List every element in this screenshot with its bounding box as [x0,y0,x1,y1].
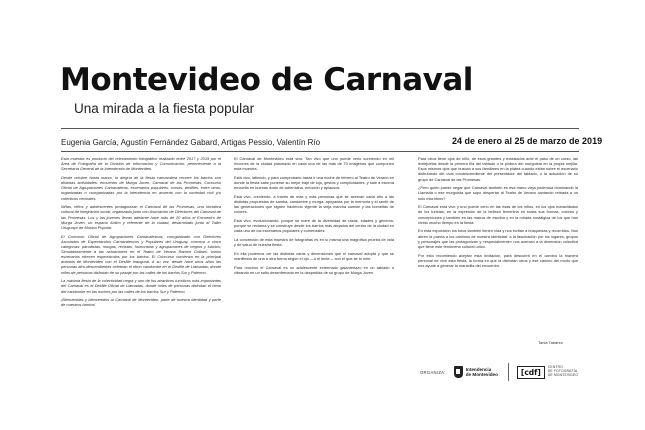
signature: Tania Tabárez [538,340,563,345]
paragraph: Esta muestra es producto del relevamiento fotográfico realizado entre 2017 y 2019 por el Área de Fotografía de la División de Información y Comunicación, perteneciente a la Secretaría General de la Intendencia de Montevideo. [61,156,221,172]
cdf-logo [517,366,578,379]
top-rule [61,128,579,129]
paragraph: ¡Bienvenidas y bienvenidos al Carnaval de Montevideo, parte de nuestra identidad y parte de nuestros barrios! [61,297,221,308]
paragraph: Está vivo, creciendo, a través de más y más personas que se acercan cada año a las distintas propuestas de samba, candombe y murga, apoyadas por la memoria y el sentir de las generaciones que siguen haciendo vigente la vieja marcha camión y las bombitas de colores. [234,193,394,215]
paragraph: Está vivo, evolucionando, porque se nutre de la diversidad de razas, edades y géneros, porque se reclama y se construye desde los barrios más alejados del centro de la ciudad en cada uno de los escenarios populares y comerciales. [234,218,394,234]
logo1-line1: Intendencia [465,367,492,372]
paragraph: ¿Pero quién puede negar que Carnaval también es esa mano vieja poderosa dominando la Llamada o ese murguista que supo despertar al Teatro de Verano cantando retirada a un solo micrófono? [418,185,578,201]
cdf-mark: [cdf] [517,366,545,379]
paragraph: Desde octubre hasta marzo, la alegría de la fiesta carnavalera recorre los barrios con distintas actividades: encuentro de Murga Joven, Carnaval de las Promesas, Concurso Oficial de Agrupaciones Carnavaleras, escenarios populares, corsos, desfiles, entre otras, organizadas o coorganizadas por la Intendencia en acuerdo con la sociedad civil y/o colectivos vecinales. [61,174,221,201]
paragraph: Para otros tiene ojos de niño, de esos grandes y extasiados ante el paso de un corso, las lentejuelas desde la primera fila del tablado o la pintura del murguista en la propia mejilla. Esos mismos ojos que buscan a sus familiares en la platea cuando están sobre el escenario disfrutando del oval condescendiente del presentador del tablado, o la actuación de su grupo de Carnaval de las Promesas. [418,156,578,182]
organizer-label: ORGANIZA: [420,369,446,375]
intendencia-logo [454,366,498,378]
paragraph: Para muchos el Carnaval es un adolescente extremado galanteriazo en un tablado o vibrando en un salto desenfrenado en la despedida de su grupo de Murga Joven. [234,264,394,275]
paragraph: En esta exposición los fotos también tienen vida y nos invitan a búsquedas y recorridos. Nos abren la puerta a los caminos de nuestra identidad: a la fascinación por los lugares, grupos y personajes que las protagonizan y «especialmente» nos acercan a la dimensión colectiva que tiene este fenómeno cultural único. [418,228,578,249]
paragraph: Por esto recomiendo aceptar esta invitación, para descubrir en el camino la manera personal de vivir esta fiesta, la forma en que la disfrutan otros y ese camino del modo que nos ayude a generar la maravilla del encuentro. [418,252,578,268]
organizer-footer [420,362,578,382]
text-column-1 [61,156,221,356]
text-column-3 [418,156,578,346]
paragraph: En ella podemos ver las distintas caras y dimensiones que el carnaval adopta y que se manifiesta de una a otra forma según el ojo —o el lente— con el que se lo mire. [234,250,394,261]
page-subtitle: Una mirada a la fiesta popular [74,101,255,116]
bottom-rule [61,151,579,152]
paragraph: Niñas, niños y adolescentes protagonizan el Carnaval de las Promesas, una iniciativa cultural de integración social, organizada junto con Asociación de Directores del Carnaval de las Promesas. Los y las jóvenes llevan adelante hace más de 20 años el Encuentro de Murga Joven, un espacio lúdico y referente de la ciudad, desarrollado junto al Taller Uruguayo de Música Popular. [61,204,221,230]
logo2-line3: DE MONTEVIDEO [547,372,579,377]
logo-divider [508,363,509,381]
text-column-2 [234,156,394,356]
paragraph: Está vivo, latiendo, y para comprobarlo hasta ir una noche de febrero al Teatro de Verano en donde la fiesta sabe ponerse su mejor traje de lujo, gestos y complicidades, y salir a escena envuelta en buenas dosis de adrenalina, emoción y aplausos. [234,174,394,191]
logo2-line2: DE FOTOGRAFÍA [547,369,578,374]
paragraph: El Concurso Oficial de Agrupaciones Carnavalescas, coorganizado con Directores Asociados de Espectáculos Carnavalescos y Populares del Uruguay, convoca a cinco categorías: parodistas, murgas, revistas, humoristas y agrupaciones de negros y lubolos. Simultáneamente a las actuaciones en el Teatro de Verano Ramón Collazo, varios escenarios ofrecen espectáculos por los barrios. El Concurso comienza en la principal avenida de Montevideo con el Desfile Inaugural. A su vez, desde hace unos años las personas afro-descendientes celebran el ritmo candombe en el Desfile de Llamadas, donde miles de personas disfrutan de su pasaje por las calles de los barrios Sur y Palermo. [61,233,221,275]
page-title: Montevideo de Carnaval [60,62,473,98]
paragraph: La máxima fiesta de la colectividad negra y uno de los atractivos turísticos más importantes del Carnaval es el Desfile Oficial de Llamadas, donde miles de personas disfrutan el ritmo del candombe en las noches por las calles de los barrios Sur y Palermo. [61,278,221,294]
paragraph: La concreción de esta muestra de fotografías es en sí misma una magnífica prueba de vida y de salud de nuestra fiesta. [234,237,394,248]
shield-icon [454,366,463,378]
logo1-line2: de Montevideo [465,372,498,377]
paragraph: El Carnaval está vivo y uno puede verlo en las risas de los niños, en los ojos maravillados de los turistas, en la expresión de la belleza femenina en todas sus formas, colores y concepciones y también en las manos de escriba y en la mirada nostálgica de los que han vivido mucho tiempo en la fiesta. [418,204,578,225]
paragraph: El Carnaval de Montevideo está vivo. Tan vivo que uno puede verlo sonriendo en mil rincones de la ciudad plasmado en cada una de las más de 70 imágenes que componen esta muestra. [234,156,394,172]
authors-line: Eugenia García, Agustín Fernández Gabard, Artigas Pessio, Valentín Río [61,138,321,147]
logo2-line1: CENTRO [547,365,563,370]
exhibition-dates: 24 de enero al 25 de marzo de 2019 [452,136,603,146]
